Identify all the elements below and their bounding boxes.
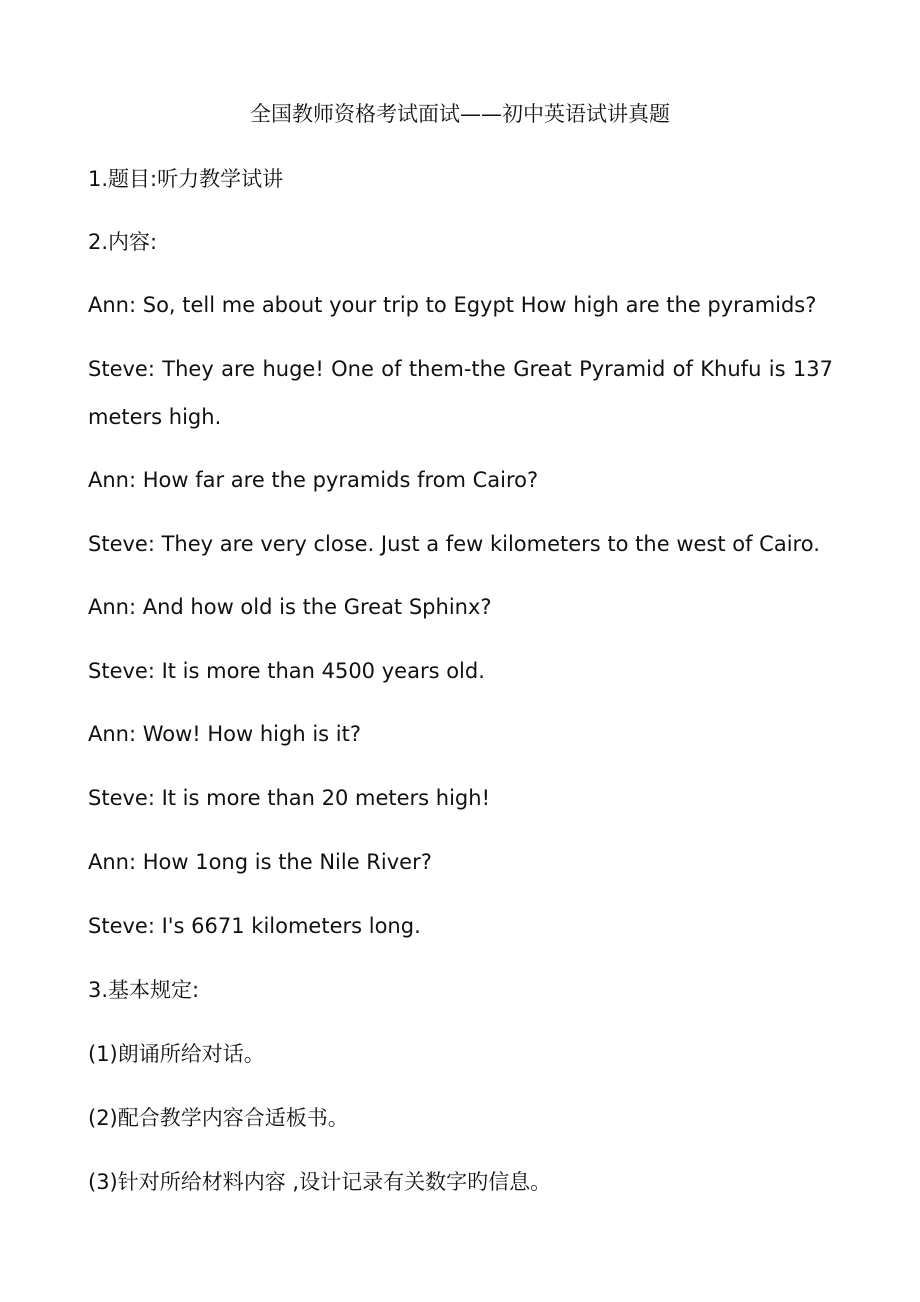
dialogue-line: Steve: They are very close. Just a few kilometers to the west of Cairo. <box>88 532 820 556</box>
document-title: 全国教师资格考试面试——初中英语试讲真题 <box>250 102 670 126</box>
dialogue-line: Ann: How far are the pyramids from Cairo? <box>88 468 539 492</box>
requirements-heading: 3.基本规定: <box>88 978 200 1002</box>
dialogue-line: Ann: How 1ong is the Nile River? <box>88 850 432 874</box>
dialogue-line: Steve: They are huge! One of them-the Great Pyramid of Khufu is 137 meters high. <box>88 357 833 429</box>
dialogue-line: Steve: It is more than 4500 years old. <box>88 659 485 683</box>
content-heading: 2.内容: <box>88 230 158 254</box>
requirement-item: (3)针对所给材料内容 ,设计记录有关数字旳信息。 <box>88 1170 552 1194</box>
dialogue-line: Ann: And how old is the Great Sphinx? <box>88 595 492 619</box>
dialogue-line: Steve: It is more than 20 meters high! <box>88 786 490 810</box>
topic-line: 1.题目:听力教学试讲 <box>88 167 284 191</box>
requirement-item: (1)朗诵所给对话。 <box>88 1042 265 1066</box>
dialogue-line: Steve: I's 6671 kilometers long. <box>88 914 421 938</box>
dialogue-line: Ann: Wow! How high is it? <box>88 722 361 746</box>
dialogue-line: Ann: So, tell me about your trip to Egypt How high are the pyramids? <box>88 293 817 317</box>
requirement-item: (2)配合教学内容合适板书。 <box>88 1106 349 1130</box>
